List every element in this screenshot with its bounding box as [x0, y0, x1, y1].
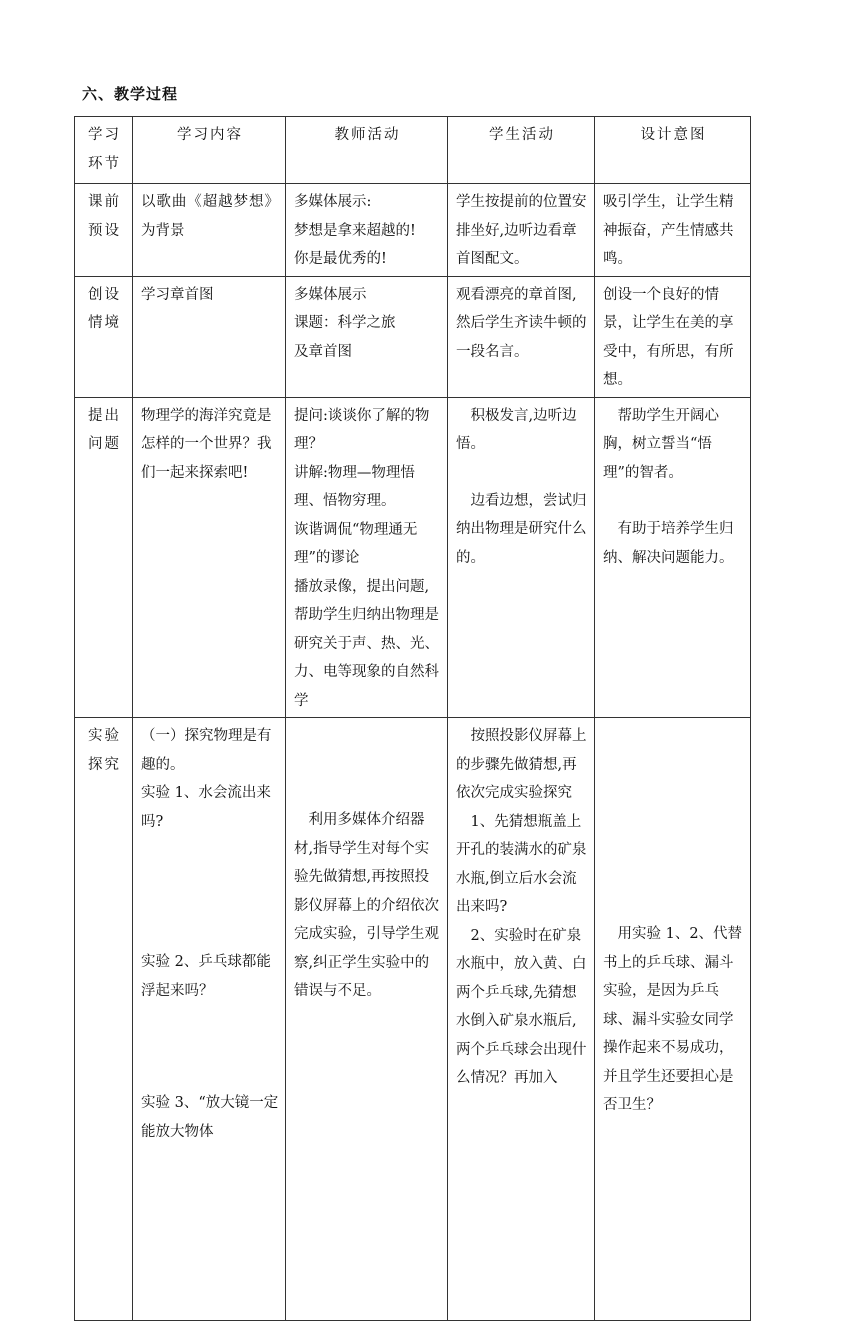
teacher-line: 及章首图: [294, 343, 352, 360]
table-row: [75, 397, 751, 718]
teacher-line: 梦想是拿来超越的!: [294, 222, 416, 239]
student-paragraph: 2、实验时在矿泉水瓶中，放入黄、白两个乒乓球,先猜想水倒入矿泉水瓶后,两个乒乓球会出现什么情况？再加入: [456, 927, 587, 1086]
intent-paragraph: 用实验 1、2、代替书上的乒乓球、漏斗实验，是因为乒乓球、漏斗实验女同学操作起来不易成功，并且学生还要担心是否卫生？: [603, 926, 743, 1113]
stage-cell: [75, 718, 133, 1321]
table-row: [75, 276, 751, 397]
student-paragraph: 边看边想，尝试归纳出物理是研究什么的。: [456, 492, 587, 566]
teacher-line: 提问:谈谈你了解的物理？: [294, 407, 430, 452]
student-cell: 观看漂亮的章首图,然后学生齐读牛顿的一段名言。: [448, 276, 595, 397]
content-cell: [133, 718, 286, 1321]
teaching-process-table: [74, 116, 751, 1321]
table-row: [75, 184, 751, 277]
intent-cell: [595, 718, 751, 1321]
header-stage: [75, 117, 133, 184]
stage-label: 提出 问题: [88, 407, 121, 452]
teacher-cell: [286, 718, 448, 1321]
student-cell: [448, 397, 595, 718]
content-line: （一）探究物理是有趣的。: [141, 728, 272, 773]
teacher-cell: [286, 397, 448, 718]
intent-cell: 吸引学生，让学生精神振奋，产生情感共鸣。: [595, 184, 751, 277]
intent-cell: 创设一个良好的情景，让学生在美的享受中，有所思，有所想。: [595, 276, 751, 397]
teacher-cell: [286, 276, 448, 397]
teacher-line: 课题：科学之旅: [294, 315, 396, 331]
stage-label: 创设 情境: [88, 286, 121, 331]
header-teacher: 教师活动: [286, 117, 448, 184]
teacher-cell: [286, 184, 448, 277]
content-cell: 以歌曲《超越梦想》为背景: [133, 184, 286, 277]
teacher-paragraph: 利用多媒体介绍器材,指导学生对每个实验先做猜想,再按照投影仪屏幕上的介绍依次完成实验，引导学生观察,纠正学生实验中的错误与不足。: [294, 812, 439, 999]
stage-cell: [75, 184, 133, 277]
student-cell: [448, 718, 595, 1321]
teacher-line: 播放录像，提出问题,帮助学生归纳出物理是研究关于声、热、光、力、电等现象的自然科学: [294, 578, 439, 709]
content-line: 实验 3、“放大镜一定能放大物体: [141, 1095, 279, 1140]
intent-paragraph: 帮助学生开阔心胸，树立誓当“悟理”的智者。: [603, 407, 719, 481]
intent-paragraph: 有助于培养学生归纳、解决问题能力。: [603, 521, 734, 566]
teacher-line: 讲解:物理—物理悟理、悟物穷理。: [294, 464, 415, 509]
content-cell: 学习章首图: [133, 276, 286, 397]
stage-label: 实验 探究: [88, 728, 121, 773]
stage-cell: [75, 276, 133, 397]
header-student: 学生活动: [448, 117, 595, 184]
content-line: 实验 1、水会流出来吗?: [141, 785, 271, 830]
intent-cell: [595, 397, 751, 718]
teacher-line: 多媒体展示: [294, 286, 367, 303]
teacher-line: 多媒体展示:: [294, 194, 372, 210]
content-cell: 物理学的海洋究竟是怎样的一个世界？我们一起来探索吧!: [133, 397, 286, 718]
student-paragraph: 按照投影仪屏幕上的步骤先做猜想,再依次完成实验探究: [456, 728, 587, 801]
table-header-row: [75, 117, 751, 184]
section-title: 六、教学过程: [82, 85, 179, 103]
header-intent: 设计意图: [595, 117, 751, 184]
teacher-line: 你是最优秀的!: [294, 251, 387, 267]
stage-label: 课前 预设: [88, 194, 121, 239]
student-paragraph: 积极发言,边听边悟。: [456, 407, 577, 452]
stage-cell: [75, 397, 133, 718]
table-row: [75, 718, 751, 1321]
content-line: 实验 2、乒乓球都能浮起来吗？: [141, 954, 271, 999]
teacher-line: 诙谐调侃“物理通无理”的谬论: [294, 521, 418, 566]
student-cell: 学生按提前的位置安排坐好,边听边看章首图配文。: [448, 184, 595, 277]
header-content: 学习内容: [133, 117, 286, 184]
header-stage-label: 学习 环节: [88, 127, 121, 172]
student-paragraph: 1、先猜想瓶盖上开孔的装满水的矿泉水瓶,倒立后水会流出来吗?: [456, 813, 587, 915]
